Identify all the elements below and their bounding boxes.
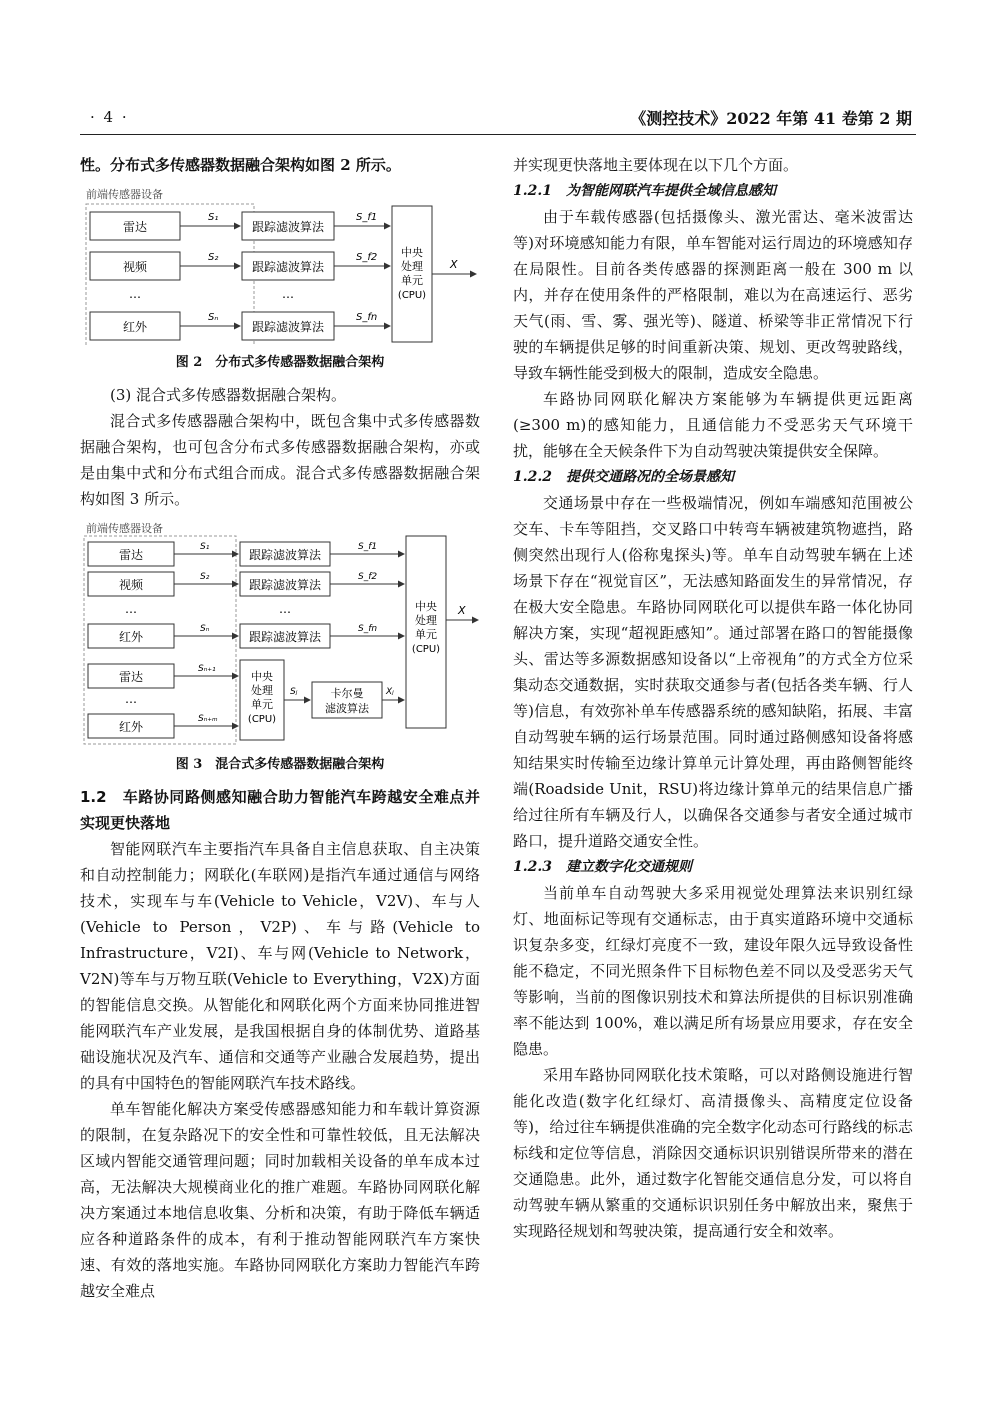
filter-label: 跟踪滤波算法 bbox=[251, 320, 325, 334]
sensor-label: 雷达 bbox=[118, 670, 144, 684]
xj-label: Xⱼ bbox=[386, 687, 394, 697]
paragraph: 采用车路协同网联化技术策略，可以对路侧设施进行智能化改造(数字化红绿灯、高清摄像头、高精度定位设备等)，给过往车辆提供准确的完全数字化动态可行路线的标志标线和定位等信息，消除因交通标识识别错误所带来的潜在交通隐患。此外，通过数字化智能交通信息分发，可以将自动驾驶车辆从繁重的交通标识识别任务中解放出来，聚焦于实现路径规划和驾驶决策，提高通行安全和效率。 bbox=[513, 1066, 913, 1240]
output-x: X bbox=[458, 604, 466, 617]
output-label: S_f1 bbox=[358, 542, 378, 552]
paragraph: 单车智能化解决方案受传感器感知能力和车载计算资源的限制，在复杂路况下的安全性和可靠性较低，且无法解决区域内智能交通管理问题；同时加载相关设备的单车成本过高，无法解决大规模商业化的推广难题。车路协同网联化解决方案通过本地信息收集、分析和决策，有助于降低车辆适应各种道路条件的成本，有利于推动智能网联汽车方案快速、有效的落地实施。车路协同网联化方案助力智能汽车跨越安全难点 bbox=[80, 1100, 480, 1300]
paragraph: 并实现更快落地主要体现在以下几个方面。 bbox=[513, 156, 799, 174]
paragraph: 智能网联汽车主要指汽车具备自主信息获取、自主决策和自动控制能力；网联化(车联网)是指汽车通过通信与网络技术，实现车与车(Vehicle to Vehicle，V2V)、车与人(Vehicle to Person，V2P)、车与路(Vehicle to Infrastructure，V2I)、车与网(Vehicle to Network，V2N)等车与万物互联(Vehicle to Everything，V2X)方面的智能信息交换。从智能化和网联化两个方面来协同推进智能网联汽车产业发展，是我国根据自身的体制优势、道路基础设施状况及汽车、通信和交通等产业融合发展趋势，提出的具有中国特色的智能网联汽车技术路线。 bbox=[80, 840, 480, 1092]
output-label: S_f2 bbox=[356, 252, 378, 263]
cpu-label: 中央 bbox=[401, 246, 423, 259]
signal-label: S₁ bbox=[208, 212, 219, 223]
signal-label: Sₙ bbox=[200, 624, 210, 634]
figure-2 bbox=[80, 186, 480, 376]
cpu-label: 单元 bbox=[401, 274, 423, 287]
sensor-label: 红外 bbox=[118, 630, 144, 644]
sj-label: Sⱼ bbox=[290, 687, 298, 697]
signal-label: S₂ bbox=[208, 252, 219, 263]
cpu-label: 处理 bbox=[251, 684, 273, 697]
cpu-label: 处理 bbox=[401, 260, 423, 273]
filter-ellipsis: … bbox=[282, 287, 294, 301]
filter-label: 跟踪滤波算法 bbox=[248, 630, 322, 644]
paragraph: 由于车载传感器(包括摄像头、激光雷达、毫米波雷达等)对环境感知能力有限，单车智能对运行周边的环境感知存在局限性。目前各类传感器的探测距离一般在 300 m 以内，并存在使用条件的严格限制，难以为在高速运行、恶劣天气(雨、雪、雾、强光等)、隧道、桥梁等非正常情况下行驶的车辆提供足够的时间重新决策、规划、更改驾驶路线，导致车辆性能受到极大的限制，造成安全隐患。 bbox=[513, 208, 913, 382]
page-number: · 4 · bbox=[90, 108, 129, 126]
header-rule bbox=[80, 134, 916, 135]
figure-2-diagram bbox=[80, 186, 480, 346]
paragraph: 当前单车自动驾驶大多采用视觉处理算法来识别红绿灯、地面标记等现有交通标志，由于真实道路环境中交通标识复杂多变，红绿灯亮度不一致，建设年限久远导致设备性能不稳定，不同光照条件下目标物色差不同以及受恶劣天气等影响，当前的图像识别技术和算法所提供的目标识别准确率不能达到 100%，难以满足所有场景应用要求，存在安全隐患。 bbox=[513, 884, 913, 1058]
output-label: S_f2 bbox=[358, 572, 378, 582]
cpu-label: 单元 bbox=[251, 698, 273, 711]
signal-label: Sₙ₊₁ bbox=[198, 664, 216, 674]
filter-label: 跟踪滤波算法 bbox=[251, 260, 325, 274]
subsection-heading: 1.2.3 建立数字化交通规则 bbox=[513, 859, 692, 875]
output-label: S_fn bbox=[358, 624, 378, 634]
paragraph: (3) 混合式多传感器数据融合架构。 bbox=[110, 386, 347, 404]
signal-label: S₁ bbox=[200, 542, 210, 552]
filter-label: 跟踪滤波算法 bbox=[248, 578, 322, 592]
figure-3-diagram bbox=[80, 520, 480, 748]
cpu-label: 单元 bbox=[415, 628, 437, 641]
paragraph: 交通场景中存在一些极端情况，例如车端感知范围被公交车、卡车等阻挡，交叉路口中转弯车辆被建筑物遮挡，路侧突然出现行人(俗称鬼探头)等。单车自动驾驶车辆在上述场景下存在“视觉盲区”，无法感知路面发生的异常情况，存在极大安全隐患。车路协同网联化可以提供车路一体化协同解决方案，实现“超视距感知”。通过部署在路口的智能摄像头、雷达等多源数据感知设备以“上帝视角”的方式全方位采集动态交通数据，实时获取交通参与者(包括各类车辆、行人等)信息，有效弥补单车传感器系统的感知缺陷，拓展、丰富自动驾驶车辆的运行场景范围。同时通过路侧感知设备将感知结果实时传输至边缘计算单元计算处理，再由路侧智能终端(Roadside Unit，RSU)将边缘计算单元的结果信息广播给过往所有车辆及行人，以确保各交通参与者安全通过城市路口，提升道路交通安全性。 bbox=[513, 494, 913, 850]
right-column bbox=[513, 152, 913, 1244]
signal-label: Sₙ₊ₘ bbox=[198, 714, 218, 724]
figure-2-caption: 图 2 分布式多传感器数据融合架构 bbox=[175, 355, 385, 370]
sensor-label: 视频 bbox=[122, 260, 148, 274]
cpu-label: (CPU) bbox=[247, 714, 277, 725]
sensor-label: 红外 bbox=[122, 320, 148, 334]
cpu-label: (CPU) bbox=[411, 644, 441, 655]
cpu-label: 中央 bbox=[251, 670, 273, 683]
signal-label: S₂ bbox=[200, 572, 210, 582]
subsection-heading: 1.2.1 为智能网联汽车提供全域信息感知 bbox=[513, 183, 776, 199]
output-label: S_fn bbox=[356, 312, 378, 323]
output-label: S_f1 bbox=[356, 212, 378, 223]
figure-3 bbox=[80, 520, 480, 778]
paragraph: 混合式多传感器融合架构中，既包含集中式多传感器数据融合架构，也可包含分布式多传感器数据融合架构，亦或是由集中式和分布式组合而成。混合式多传感器数据融合架构如图 3 所示。 bbox=[80, 412, 480, 508]
sensor-label: 红外 bbox=[118, 720, 144, 734]
journal-header: 《测控技术》2022 年第 41 卷第 2 期 bbox=[630, 109, 912, 128]
subsection-heading: 1.2.2 提供交通路况的全场景感知 bbox=[513, 469, 734, 485]
output-x: X bbox=[450, 258, 458, 271]
sensor-label: 雷达 bbox=[122, 220, 148, 234]
sensor-label: 视频 bbox=[118, 578, 144, 592]
signal-label: Sₙ bbox=[208, 312, 219, 323]
group-label: 前端传感器设备 bbox=[86, 188, 163, 201]
paragraph: 车路协同网联化解决方案能够为车辆提供更远距离(≥300 m)的感知能力，且通信能力不受恶劣天气环境干扰，能够在全天候条件下为自动驾驶决策提供安全保障。 bbox=[513, 390, 913, 460]
section-heading: 1.2 车路协同路侧感知融合助力智能汽车跨越安全难点并实现更快落地 bbox=[80, 788, 480, 832]
sensor-ellipsis: … bbox=[129, 287, 141, 301]
sensor-ellipsis: … bbox=[125, 602, 137, 616]
cpu-label: 中央 bbox=[415, 600, 437, 613]
filter-label: 跟踪滤波算法 bbox=[248, 548, 322, 562]
sensor-ellipsis: … bbox=[125, 692, 137, 706]
cpu-label: 处理 bbox=[415, 614, 437, 627]
filter-label: 跟踪滤波算法 bbox=[251, 220, 325, 234]
sensor-label: 雷达 bbox=[118, 548, 144, 562]
kalman-label: 卡尔曼 bbox=[330, 687, 364, 700]
group-label: 前端传感器设备 bbox=[86, 522, 163, 535]
left-column bbox=[80, 152, 480, 1304]
figure-3-caption: 图 3 混合式多传感器数据融合架构 bbox=[175, 757, 385, 772]
filter-ellipsis: … bbox=[279, 602, 291, 616]
cpu-label: (CPU) bbox=[397, 290, 427, 301]
kalman-label: 滤波算法 bbox=[325, 702, 369, 715]
paragraph: 性。分布式多传感器数据融合架构如图 2 所示。 bbox=[80, 156, 401, 174]
